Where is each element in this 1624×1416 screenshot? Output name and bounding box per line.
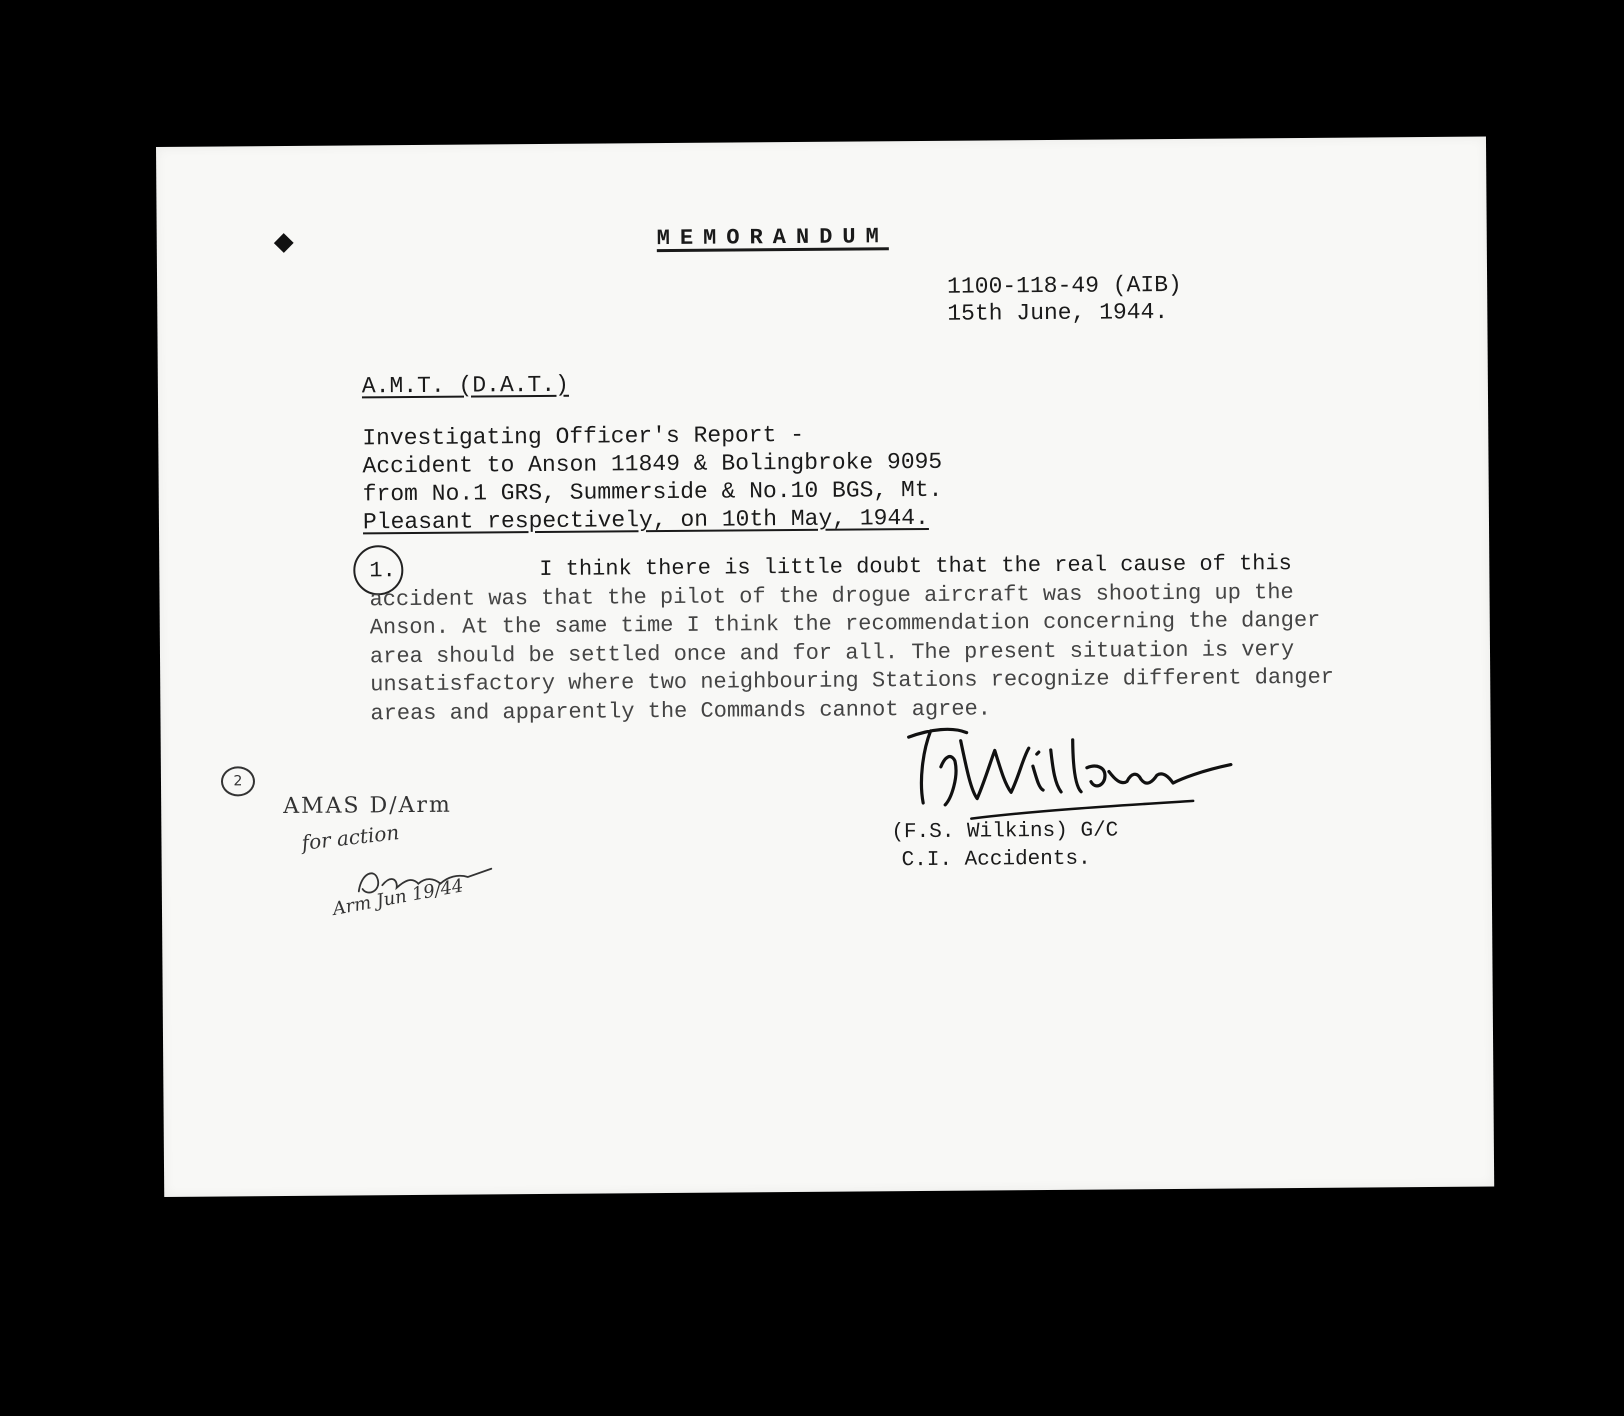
paragraph-line: area should be settled once and for all. The present situation is very xyxy=(369,636,1295,669)
subject-block xyxy=(362,421,943,538)
memo-date: 15th June, 1944. xyxy=(947,299,1169,327)
signatory-name: (F.S. Wilkins) G/C xyxy=(891,819,1119,845)
addressee: A.M.T. (D.A.T.) xyxy=(361,371,570,400)
paragraph-line: areas and apparently the Commands cannot agree. xyxy=(370,695,992,726)
reference-number: 1100-118-49 (AIB) xyxy=(947,271,1182,300)
paragraph-line: unsatisfactory where two neighbouring Stations recognize different danger xyxy=(370,664,1335,698)
body-paragraph xyxy=(369,550,1334,729)
handwritten-signature xyxy=(900,708,1281,821)
handwritten-date: Arm Jun 19/44 xyxy=(331,875,466,920)
subject-line: Pleasant respectively, on 10th May, 1944. xyxy=(362,504,929,536)
signatory-title: C.I. Accidents. xyxy=(901,847,1091,873)
paragraph-line: I think there is little doubt that the real cause of this xyxy=(539,551,1292,583)
circled-annotation-number: 2 xyxy=(221,766,255,796)
subject-line: Investigating Officer's Report - xyxy=(362,421,805,452)
subject-line: from No.1 GRS, Summerside & No.10 BGS, Mt. xyxy=(362,476,943,508)
paragraph-line: accident was that the pilot of the drogue aircraft was shooting up the xyxy=(369,579,1294,612)
memo-page xyxy=(156,137,1494,1197)
handwritten-routing: AMAS D/Arm xyxy=(283,792,452,820)
handwritten-instruction: for action xyxy=(300,820,401,855)
paragraph-number: 1. xyxy=(369,558,396,584)
paragraph-line: Anson. At the same time I think the recommendation concerning the danger xyxy=(369,607,1321,641)
memo-title: MEMORANDUM xyxy=(656,224,889,252)
punch-mark xyxy=(274,233,294,253)
subject-line: Accident to Anson 11849 & Bolingbroke 9095 xyxy=(362,448,943,480)
